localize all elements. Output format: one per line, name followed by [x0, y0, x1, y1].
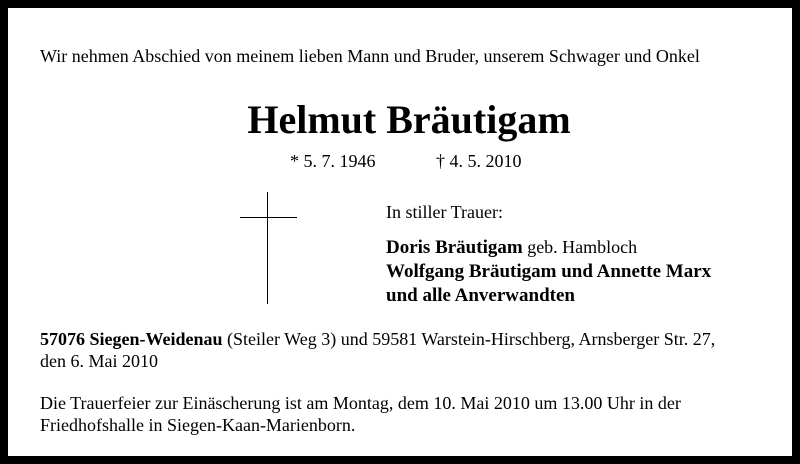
- birth-date: * 5. 7. 1946: [290, 151, 376, 171]
- mourner-names-3: und alle Anverwandten: [386, 285, 575, 306]
- deceased-name: Helmut Bräutigam: [247, 97, 571, 142]
- address-block: [40, 328, 715, 372]
- mourner-line-2: [386, 260, 711, 284]
- ceremony-line-1: Die Trauerfeier zur Einäscherung ist am Montag, dem 10. Mai 2010 um 13.00 Uhr in der: [40, 393, 681, 413]
- ceremony-info: [40, 392, 681, 436]
- death-date: † 4. 5. 2010: [436, 151, 522, 171]
- spouse-maiden-name: geb. Hambloch: [522, 237, 638, 257]
- mourner-line-3: [386, 284, 711, 308]
- spouse-name: Doris Bräutigam: [386, 237, 523, 258]
- mourner-line-1: [386, 235, 711, 260]
- address-date: den 6. Mai 2010: [40, 351, 158, 371]
- mourning-label: In stiller Trauer:: [386, 202, 503, 222]
- mourner-names-2: Wolfgang Bräutigam und Annette Marx: [386, 261, 712, 282]
- cross-vertical-bar: [267, 192, 268, 304]
- mourners-list: [386, 235, 711, 308]
- address-line: [40, 328, 715, 350]
- cross-horizontal-bar: [240, 217, 297, 218]
- address-place-rest: (Steiler Weg 3) und 59581 Warstein-Hirschberg, Arnsberger Str. 27,: [222, 329, 716, 349]
- address-place-bold: 57076 Siegen-Weidenau: [40, 329, 223, 349]
- ceremony-line-2: Friedhofshalle in Siegen-Kaan-Marienborn.: [40, 415, 356, 435]
- intro-text: Wir nehmen Abschied von meinem lieben Mann und Bruder, unserem Schwager und Onkel: [40, 46, 700, 66]
